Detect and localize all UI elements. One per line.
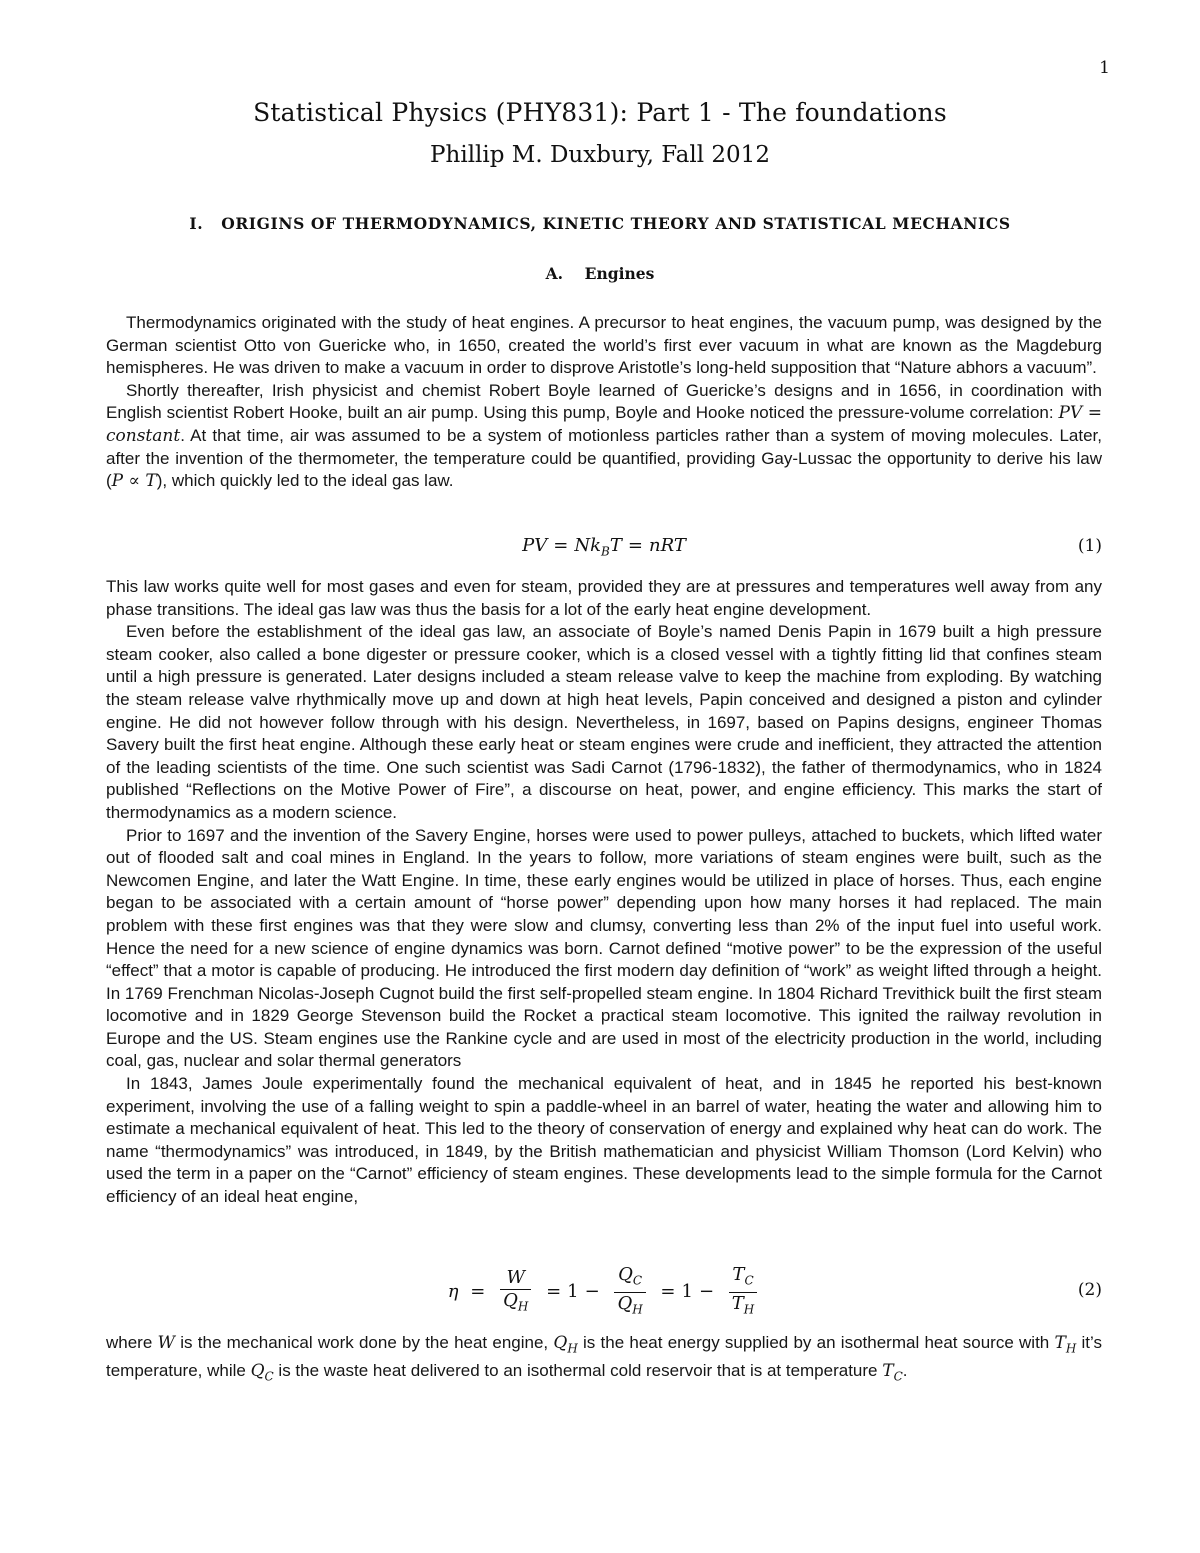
eq2-f3-numerator: [729, 1264, 757, 1293]
eq2-f3-den-symbol: T: [731, 1292, 744, 1314]
eq1-mid-tail: T: [609, 535, 622, 556]
paragraph-boyle-text-a: Shortly thereafter, Irish physicist and chemist Robert Boyle learned of Guericke’s designs and in 1656, in coordination with English scientist Robert Hooke, built an air pump. Using this pump, Boyle and Hooke noticed the pressure-volume correlation:: [106, 380, 1102, 423]
equation-1-body: [106, 535, 1102, 559]
paragraph-variable-definitions: [106, 1332, 1102, 1388]
eq2-f1-denominator: [500, 1290, 531, 1318]
p7-math-tc: T: [882, 1360, 894, 1381]
eq2-minus-b: −: [698, 1281, 715, 1303]
eq2-one-b: 1: [681, 1281, 693, 1303]
paragraph-joule: In 1843, James Joule experimentally found the mechanical equivalent of heat, and in 1845 he reported his best-known experiment, involving the use of a falling weight to spin a paddle-wheel in an barrel of water, heating the water and allowing him to estimate a mechanical equivalent of heat. This led to the theory of conservation of energy and explained why heat can do work. The name “thermodynamics” was introduced, in 1849, by the British mathematician and physicist William Thomson (Lord Kelvin) who used the term in a paper on the “Carnot” efficiency of steam engines. These developments lead to the simple formula for the Carnot efficiency of an ideal heat engine,: [106, 1074, 1102, 1207]
p7-text-d: it’s temperature, while: [106, 1333, 1102, 1380]
eq2-minus-a: −: [584, 1281, 600, 1303]
section-heading: [0, 214, 1200, 233]
p7-text-e: is the waste heat delivered to an isothermal cold reservoir that is at temperature: [273, 1360, 883, 1380]
subsection-number: A.: [545, 264, 564, 283]
inline-math-p-prop-t: P ∝ T: [111, 471, 157, 492]
eq2-fraction-tc-over-th: [729, 1264, 757, 1320]
eq2-equals-3: =: [660, 1281, 676, 1303]
eq2-fraction-w-over-qh: [500, 1267, 531, 1318]
eq1-equals-2: =: [627, 535, 643, 556]
text-block-definitions: [106, 1332, 1102, 1388]
p7-text-a: where: [106, 1333, 158, 1352]
paragraph-guericke: Thermodynamics originated with the study of heat engines. A precursor to heat engines, the vacuum pump, was designed by the German scientist Otto von Guericke who, in 1650, created the world’s first ever vacuum in what are known as the Magdeburg hemispheres. He was driven to make a vacuum in order to disprove Aristotle’s long-held supposition that “Nature abhors a vacuum”.: [106, 313, 1102, 378]
eq2-equals-2: =: [546, 1281, 562, 1303]
p7-math-tc-subscript: C: [893, 1369, 903, 1384]
paragraph-papin: Even before the establishment of the ideal gas law, an associate of Boyle’s named Denis Papin in 1679 built a high pressure steam cooker, also called a bone digester or pressure cooker, which is a closed vessel with a tightly fitting lid that confines steam until a high pressure is generated. Later designs included a steam release valve to keep the machine from exploding. By watching the steam release valve rhythmically move up and down at high heat levels, Papin conceived and designed a piston and cylinder engine. He did not however follow through with his design. Nevertheless, in 1697, based on Papins designs, engineer Thomas Savery built the first heat engine. Although these early heat or steam engines were crude and inefficient, they attracted the attention of the leading scientists of the time. One such scientist was Sadi Carnot (1796-1832), the father of thermodynamics, who in 1824 published “Reflections on the Motive Power of Fire”, a discourse on heat, power, and engine efficiency. This marks the start of thermodynamics as a modern science.: [106, 622, 1102, 822]
section-number: I.: [189, 214, 204, 233]
eq2-f2-num-subscript: C: [632, 1273, 643, 1288]
eq1-rhs: nRT: [648, 535, 686, 556]
eq2-f2-den-symbol: Q: [617, 1292, 633, 1314]
text-block-intro: [106, 312, 1102, 493]
eq2-fraction-qc-over-qh: [614, 1264, 645, 1320]
p7-text-b: is the mechanical work done by the heat engine,: [175, 1333, 554, 1352]
eq2-f3-denominator: [729, 1293, 757, 1321]
eq2-f3-den-subscript: H: [743, 1302, 755, 1317]
p7-math-th-subscript: H: [1065, 1341, 1077, 1356]
p7-text-c: is the heat energy supplied by an isothermal heat source with: [577, 1333, 1055, 1352]
equation-1-number: (1): [1077, 536, 1102, 556]
paragraph-boyle: [106, 380, 1102, 493]
p7-math-qh: Q: [553, 1333, 568, 1353]
section-title: ORIGINS OF THERMODYNAMICS, KINETIC THEORY AND STATISTICAL MECHANICS: [221, 214, 1011, 233]
paragraph-savery: Prior to 1697 and the invention of the Savery Engine, horses were used to power pulleys, attached to buckets, which lifted water out of flooded salt and coal mines in England. In the years to follow, more variations of steam engines were built, such as the Newcomen Engine, and later the Watt Engine. In time, these early engines would be utilized in place of horses. Thus, each engine began to be associated with a certain amount of “horse power” depending upon how many horses it had replaced. The main problem with these first engines was that they were slow and clumsy, converting less than 2% of the input fuel into useful work. Hence the need for a new science of engine dynamics was born. Carnot defined “motive power” to be the expression of the useful “effect” that a motor is capable of producing. He introduced the first modern day definition of “work” as weight lifted through a height. In 1769 Frenchman Nicolas-Joseph Cugnot build the first self-propelled steam engine. In 1804 Richard Trevithick built the first steam locomotive and in 1829 George Stevenson build the Rocket a practical steam locomotive. This ignited the railway revolution in Europe and the US. Steam engines use the Rankine cycle and are used in most of the electricity production in the world, including coal, gas, nuclear and solar thermal generators: [106, 825, 1102, 1071]
equation-carnot-efficiency: [106, 1264, 1102, 1324]
eq2-f1-den-subscript: H: [517, 1299, 529, 1314]
paragraph-ideal-gas-usage: This law works quite well for most gases and even for steam, provided they are at pressures and temperatures well away from any phase transitions. The ideal gas law was thus the basis for a lot of the early heat engine development.: [106, 577, 1102, 619]
subsection-title: Engines: [584, 264, 655, 283]
equation-2-body: [106, 1264, 1102, 1320]
equation-2-number: (2): [1077, 1280, 1102, 1300]
eq2-f2-numerator: [614, 1264, 645, 1293]
subsection-heading: [0, 264, 1200, 283]
eq2-f3-num-subscript: C: [744, 1273, 754, 1288]
eq2-f2-denominator: [614, 1293, 645, 1321]
eq1-mid-subscript: B: [601, 544, 610, 559]
p7-math-qh-subscript: H: [567, 1341, 578, 1356]
paragraph-boyle-text-c: ), which quickly led to the ideal gas law.: [156, 471, 454, 491]
text-block-history: [106, 576, 1102, 1209]
eq2-f1-numerator: W: [500, 1267, 531, 1290]
page-number: 1: [1099, 58, 1110, 78]
inline-math-pv: PV = constant: [106, 403, 1102, 446]
eq1-mid: Nk: [574, 535, 602, 556]
eq1-equals-1: =: [553, 535, 569, 556]
eq2-f2-den-subscript: H: [632, 1302, 643, 1317]
p7-math-qc-subscript: C: [264, 1369, 274, 1384]
p7-math-th: T: [1054, 1333, 1066, 1353]
eq2-f1-den-symbol: Q: [503, 1289, 518, 1311]
p7-text-f: .: [902, 1360, 908, 1380]
p7-math-qc: Q: [250, 1360, 265, 1381]
eq2-equals-1: =: [470, 1281, 486, 1303]
eq1-lhs: PV: [522, 535, 548, 556]
eq2-eta: η: [447, 1281, 459, 1303]
p7-math-w: W: [157, 1333, 176, 1353]
equation-ideal-gas-law: [106, 535, 1102, 575]
eq2-f3-num-symbol: T: [732, 1264, 745, 1285]
paragraph-boyle-text-b: . At that time, air was assumed to be a system of motionless particles rather than a system of moving molecules. Later, after the invention of the thermometer, the temperature could be quantified, providing Gay-Lussac the opportunity to derive his law (: [106, 425, 1102, 491]
eq2-f2-num-symbol: Q: [618, 1264, 633, 1285]
eq2-one-a: 1: [567, 1281, 579, 1303]
author-line: Phillip M. Duxbury, Fall 2012: [430, 142, 770, 168]
paper-title: Statistical Physics (PHY831): Part 1 - The foundations: [253, 98, 947, 127]
